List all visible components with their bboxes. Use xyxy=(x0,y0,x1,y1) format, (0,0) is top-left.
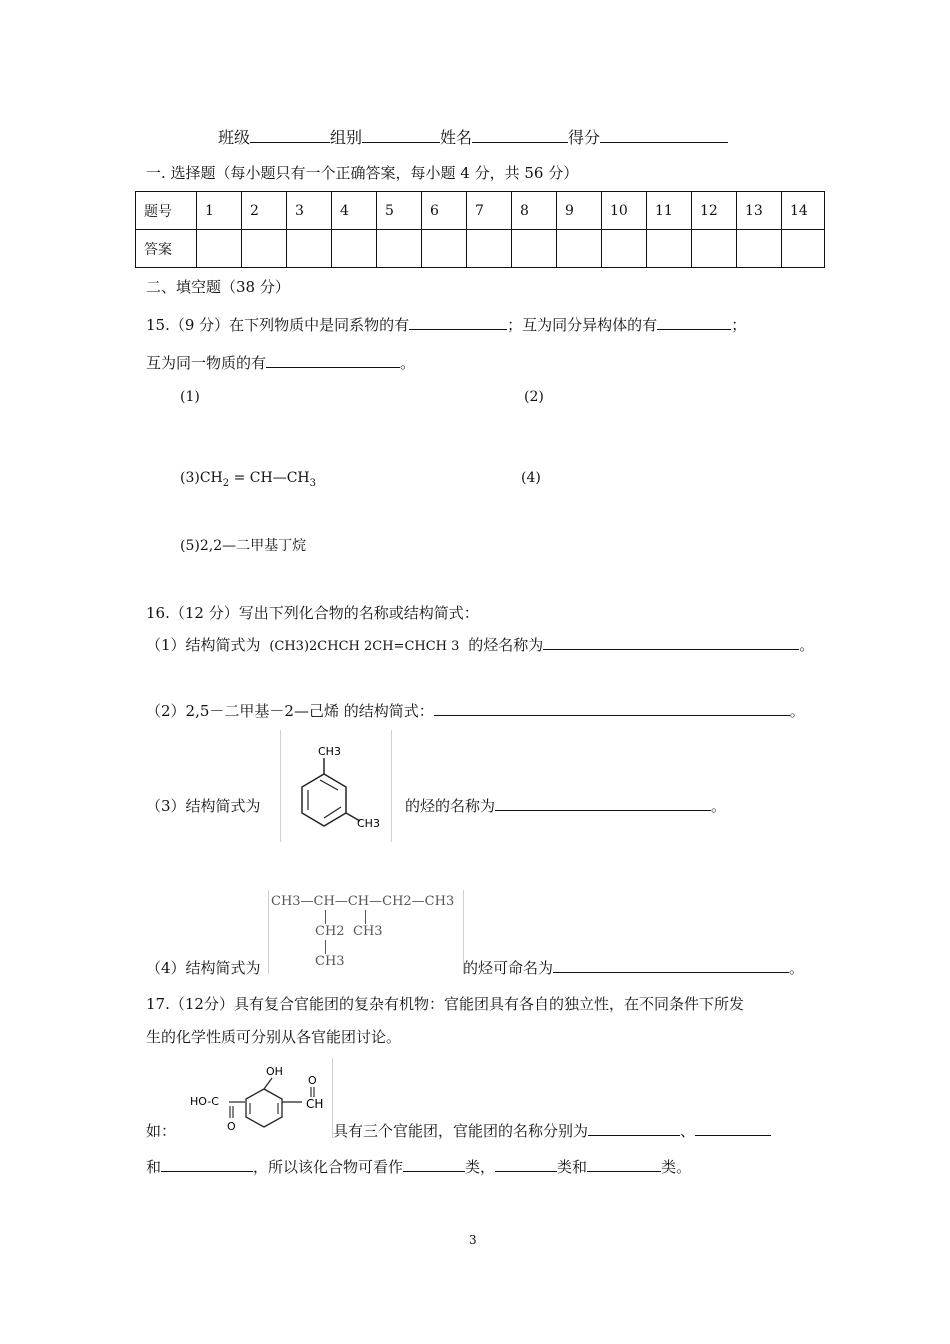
q16-part4-label: （4）结构简式为 xyxy=(146,959,261,977)
formula: (CH3)2CHCH 2CH=CHCH 3 xyxy=(269,639,460,654)
section1-title: 一. 选择题（每小题只有一个正确答案，每小题 4 分，共 56 分） xyxy=(146,164,579,182)
q16-part2 xyxy=(146,700,805,721)
q15-option-3 xyxy=(180,470,316,489)
q15-option-1: (1) xyxy=(180,389,200,405)
name-label: 姓名 xyxy=(440,128,473,147)
class-blank-1[interactable] xyxy=(403,1156,465,1172)
q17-text: 具有三个官能团，官能团的名称分别为 xyxy=(333,1122,589,1140)
m-xylene-structure xyxy=(281,730,391,842)
q16-text: 。 xyxy=(711,797,727,815)
answer-cell[interactable] xyxy=(467,230,512,268)
class-blank[interactable] xyxy=(250,127,330,143)
q15-text: 15.（9 分）在下列物质中是同系物的有 xyxy=(146,316,410,334)
score-blank[interactable] xyxy=(600,127,728,143)
group-name-blank-3[interactable] xyxy=(161,1156,253,1172)
aldehyde-o-label: O xyxy=(308,1074,317,1087)
q17-line2: 生的化学性质可分别从各官能团讨论。 xyxy=(146,1028,402,1046)
q17-text: 类和 xyxy=(557,1158,588,1176)
xylene-name-blank[interactable] xyxy=(495,795,711,811)
qnum-cell: 11 xyxy=(647,192,692,230)
q16-part4 xyxy=(463,957,804,978)
answer-row xyxy=(136,230,825,268)
q17-text: ，所以该化合物可看作 xyxy=(253,1158,404,1176)
branch-bond xyxy=(365,910,366,924)
qnum-cell: 7 xyxy=(467,192,512,230)
branch-bond xyxy=(325,940,326,954)
name-blank[interactable] xyxy=(472,127,568,143)
q16-text: 的烃可命名为 xyxy=(463,959,554,977)
answer-table xyxy=(135,191,825,268)
alkane-frame xyxy=(268,890,464,974)
branch-ch3: CH3 xyxy=(353,924,383,939)
methyl-bottom: CH3 xyxy=(357,817,380,830)
q15-option-2: (2) xyxy=(524,389,544,405)
answer-cell[interactable] xyxy=(332,230,377,268)
answer-cell[interactable] xyxy=(512,230,557,268)
row1-label: 题号 xyxy=(136,192,197,230)
branch-ch2: CH2 xyxy=(315,924,345,939)
q17-line1: 17.（12分）具有复合官能团的复杂有机物：官能团具有各自的独立性，在不同条件下所发 xyxy=(146,995,744,1013)
answer-cell[interactable] xyxy=(692,230,737,268)
q16-text: （2）2,5－二甲基－2—己烯 的结构简式： xyxy=(146,702,434,720)
q17-text: 类。 xyxy=(661,1158,692,1176)
answer-cell[interactable] xyxy=(557,230,602,268)
name-answer-blank[interactable] xyxy=(543,634,799,650)
question-number-row xyxy=(136,192,825,230)
q15-text: ； xyxy=(731,316,747,334)
q15-option-5: (5)2,2—二甲基丁烷 xyxy=(180,538,307,554)
qnum-cell: 1 xyxy=(197,192,242,230)
answer-cell[interactable] xyxy=(422,230,467,268)
qnum-cell: 4 xyxy=(332,192,377,230)
q15-text: 。 xyxy=(400,354,416,372)
q16-text: 的烃名称为 xyxy=(468,636,544,654)
answer-cell[interactable] xyxy=(782,230,825,268)
student-info-line xyxy=(218,125,728,148)
alkane-name-blank[interactable] xyxy=(553,957,789,973)
qnum-cell: 13 xyxy=(737,192,782,230)
molecule-frame xyxy=(190,1058,333,1138)
formula-part: (3)CH xyxy=(180,470,223,486)
aldehyde-label: CH xyxy=(306,1097,324,1111)
qnum-cell: 14 xyxy=(782,192,825,230)
alkane-main-chain: CH3—CH—CH—CH2—CH3 xyxy=(271,894,455,909)
qnum-cell: 9 xyxy=(557,192,602,230)
group-name-blank-1[interactable] xyxy=(588,1120,680,1136)
q16-part3-label: （3）结构简式为 xyxy=(146,797,261,815)
formula-sub: 2 xyxy=(222,477,230,489)
hydroxy-formyl-benzoic-acid xyxy=(190,1058,332,1138)
q17-text: 和 xyxy=(146,1158,162,1176)
qnum-cell: 12 xyxy=(692,192,737,230)
qnum-cell: 8 xyxy=(512,192,557,230)
answer-cell[interactable] xyxy=(287,230,332,268)
answer-cell[interactable] xyxy=(647,230,692,268)
q16-text: 。 xyxy=(789,702,805,720)
q16-text: 。 xyxy=(789,959,805,977)
section2-title: 二、填空题（38 分） xyxy=(146,278,290,296)
q15-text: 互为同一物质的有 xyxy=(146,354,267,372)
homolog-blank[interactable] xyxy=(409,314,507,330)
q16-part3 xyxy=(405,795,726,816)
q17-example-label: 如： xyxy=(146,1122,177,1140)
q16-part1 xyxy=(146,634,814,655)
structure-answer-blank[interactable] xyxy=(434,700,790,716)
q16-title: 16.（12 分）写出下列化合物的名称或结构简式： xyxy=(146,604,479,622)
group-name-blank-2[interactable] xyxy=(695,1120,771,1136)
group-blank[interactable] xyxy=(362,127,440,143)
isomer-blank[interactable] xyxy=(657,314,731,330)
q16-text: 的烃的名称为 xyxy=(405,797,496,815)
q17-line4 xyxy=(146,1156,691,1177)
branch-bond xyxy=(325,910,326,924)
q17-text: 、 xyxy=(680,1122,696,1140)
qnum-cell: 3 xyxy=(287,192,332,230)
formula-part: = CH—CH xyxy=(229,470,310,486)
q17-line3 xyxy=(333,1120,771,1141)
row2-label: 答案 xyxy=(136,230,197,268)
page-number: 3 xyxy=(469,1233,477,1247)
q16-text: 。 xyxy=(799,636,815,654)
q15-text: ；互为同分异构体的有 xyxy=(507,316,658,334)
carbonyl-o-label: O xyxy=(227,1120,236,1133)
qnum-cell: 10 xyxy=(602,192,647,230)
class-blank-3[interactable] xyxy=(587,1156,661,1172)
answer-cell[interactable] xyxy=(242,230,287,268)
q16-text: （1）结构简式为 xyxy=(146,636,261,654)
hydroxyl-label: OH xyxy=(266,1065,283,1078)
q17-text: 类， xyxy=(465,1158,496,1176)
carboxyl-label: HO-C xyxy=(190,1095,219,1108)
answer-cell[interactable] xyxy=(377,230,422,268)
q15-option-4: (4) xyxy=(521,470,541,486)
class-blank-2[interactable] xyxy=(495,1156,557,1172)
qnum-cell: 2 xyxy=(242,192,287,230)
same-substance-blank[interactable] xyxy=(266,352,400,368)
qnum-cell: 6 xyxy=(422,192,467,230)
answer-cell[interactable] xyxy=(197,230,242,268)
formula-sub: 3 xyxy=(309,477,316,489)
m-xylene-frame xyxy=(280,730,392,842)
q15-line1 xyxy=(146,314,746,335)
group-label: 组别 xyxy=(330,128,363,147)
branch-ch3-terminal: CH3 xyxy=(315,954,345,969)
methyl-top: CH3 xyxy=(318,745,341,758)
score-label: 得分 xyxy=(568,128,601,147)
qnum-cell: 5 xyxy=(377,192,422,230)
q15-line2 xyxy=(146,352,415,373)
class-label: 班级 xyxy=(218,128,251,147)
answer-cell[interactable] xyxy=(602,230,647,268)
answer-cell[interactable] xyxy=(737,230,782,268)
